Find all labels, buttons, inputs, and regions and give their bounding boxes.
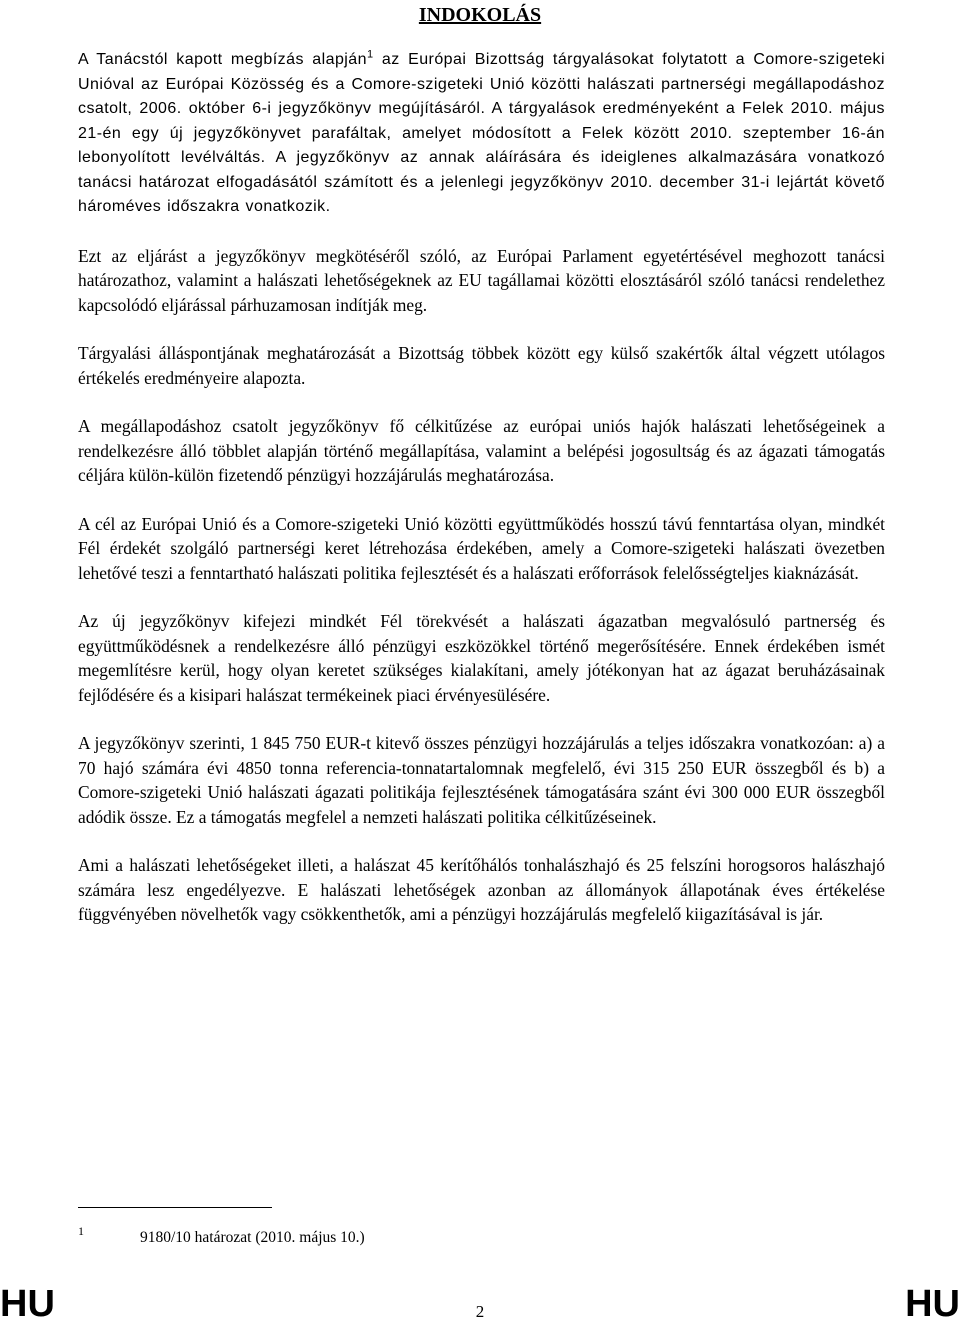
paragraph-7: A jegyzőkönyv szerinti, 1 845 750 EUR-t kitevő összes pénzügyi hozzájárulás a teljes időszakra vonatkozóan: a) a 70 hajó számára évi 4850 tonna referencia-tonnatartalomnak megfelelő, évi 315 250 EUR összegből és b) a Comore-szigeteki Unió halászati ágazati politikája fejlesztésének támogatására szánt évi 300 000 EUR összegből adódik össze. Ez a támogatás megfelel a nemzeti halászati politika célkitűzéseinek. [78,733,885,827]
paragraph-4: A megállapodáshoz csatolt jegyzőkönyv fő célkitűzése az európai uniós hajók halászati lehetőségeinek a rendelkezésre álló többlet alapján történő megállapítása, valamint a belépési jogosultság és az ágazati támogatás céljára külön-külön fizetendő pénzügyi hozzájárulás meghatározása. [78,416,885,485]
footnote-text: 9180/10 határozat (2010. május 10.) [140,1229,365,1246]
paragraph-1-text-end: az Európai Bizottság tárgyalásokat folytatott a Comore-szigeteki Unióval az Európai Közösség és a Comore-szigeteki Unió közötti halászati partnerségi megállapodáshoz csatolt, 2006. október 6-i jegyzőkönyv megújításáról. A tárgyalások eredményeként a Felek 2010. május 21-én egy új jegyzőkönyvet parafáltak, amelyet módosított a Felek között 2010. szeptember 16-án lebonyolított levélváltás. A jegyzőkönyv az annak aláírására és ideiglenes alkalmazására vonatkozó tanácsi határozat elfogadásától számított és a jelenlegi jegyzőkönyv 2010. december 31-i lejártát követő hároméves időszakra vonatkozik. [78,51,885,215]
paragraph-6: Az új jegyzőkönyv kifejezi mindkét Fél törekvését a halászati ágazatban megvalósuló partnerség és együttműködésnek a rendelkezésre álló pénzügyi eszközökkel történő megerősítésére. Ennek érdekében ismét megemlítésre kerül, hogy olyan keretet szükséges kialakítani, amely jótékonyan hat az ágazat beruházásainak fejlődésére és a kisipari halászat termékeinek piaci érvényesülésére. [78,611,885,705]
language-code-left: HU [0,1283,55,1325]
language-code-right: HU [905,1283,960,1325]
paragraph-1 [78,48,885,220]
page-number: 2 [475,1302,485,1321]
paragraph-5: A cél az Európai Unió és a Comore-szigeteki Unió közötti együttműködés hosszú távú fenntartása olyan, mindkét Fél érdekét szolgáló partnerségi keret létrehozása érdekében, amely a Comore-szigeteki halászati övezetben lehetővé teszi a fenntartható halászati politika fejlesztését és a halászati erőforrások felelősségteljes kiaknázását. [78,513,885,583]
paragraph-1-text-start: A Tanácstól kapott megbízás alapján [78,51,367,68]
paragraph-8: Ami a halászati lehetőségeket illeti, a halászat 45 kerítőhálós tonhalászhajó és 25 felszíni horogsoros halászhajó számára lesz engedélyezve. E halászati lehetőségek azonban az állományok állapotának éves értékelése függvényében növelhetők vagy csökkenthetők, ami a pénzügyi hozzájárulás megfelelő kiigazításával is jár. [78,855,885,924]
paragraph-2: Ezt az eljárást a jegyzőkönyv megkötéséről szóló, az Európai Parlament egyetértésével meghozott tanácsi határozathoz, valamint a halászati lehetőségeknek az EU tagállamai közötti elosztásáról szóló tanácsi rendelethez kapcsolódó eljárással párhuzamosan indítják meg. [78,245,885,315]
footnote-separator [78,1207,272,1208]
page-title: INDOKOLÁS [418,4,542,26]
paragraph-3: Tárgyalási álláspontjának meghatározását a Bizottság többek között egy külső szakértők által végzett utólagos értékelés eredményeire alapozta. [78,343,885,388]
document-body [78,48,885,951]
footnote-reference[interactable]: 1 [367,48,374,61]
footnote-mark: 1 [78,1224,84,1238]
